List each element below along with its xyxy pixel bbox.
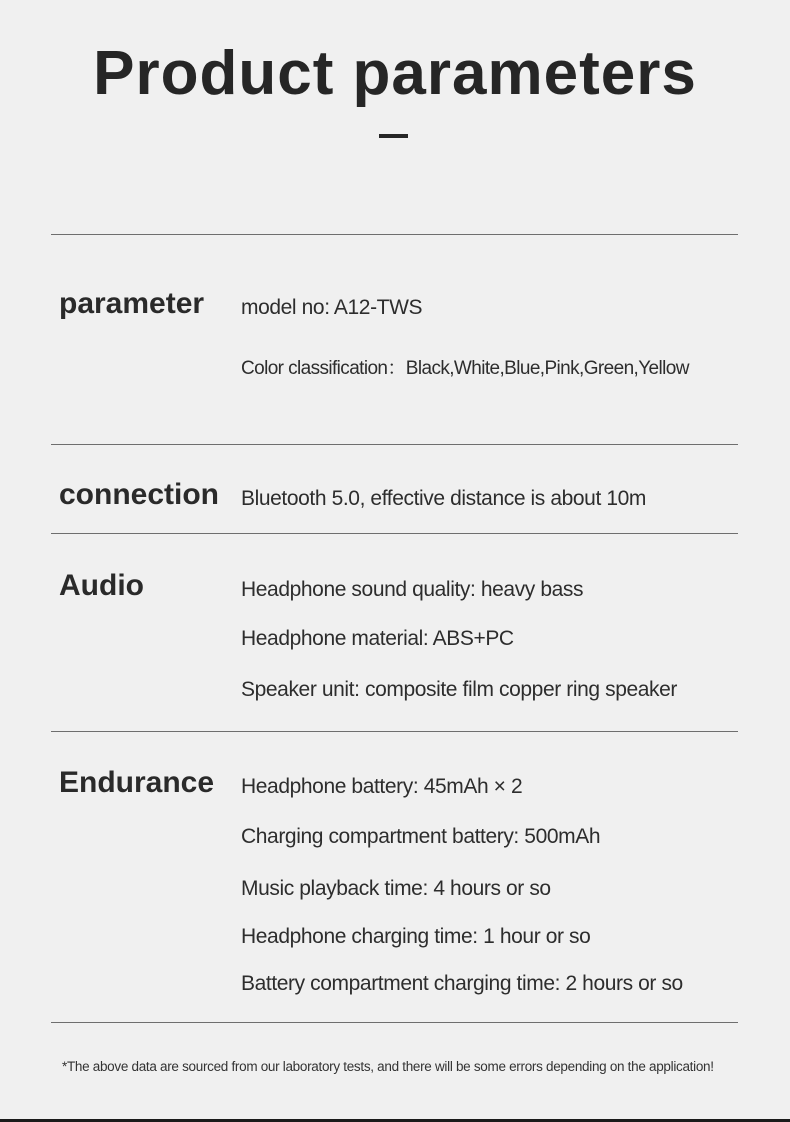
spec-sound-quality: Headphone sound quality: heavy bass [241, 578, 584, 601]
section-label-parameter: parameter [59, 287, 205, 320]
title-divider [379, 134, 408, 138]
spec-speaker-unit: Speaker unit: composite film copper ring speaker [241, 678, 678, 701]
section-divider [51, 533, 738, 534]
spec-material: Headphone material: ABS+PC [241, 627, 514, 650]
spec-model-no: model no: A12-TWS [241, 296, 423, 319]
section-label-audio: Audio [59, 569, 144, 602]
spec-case-charging-time: Battery compartment charging time: 2 hours or so [241, 972, 683, 995]
section-divider [51, 731, 738, 732]
section-label-endurance: Endurance [59, 766, 215, 799]
section-divider [51, 234, 738, 235]
disclaimer-footnote: *The above data are sourced from our laboratory tests, and there will be some errors depending on the application! [62, 1059, 714, 1074]
section-label-connection: connection [59, 478, 220, 511]
spec-headphone-charging-time: Headphone charging time: 1 hour or so [241, 925, 591, 948]
spec-playback-time: Music playback time: 4 hours or so [241, 877, 551, 900]
spec-headphone-battery: Headphone battery: 45mAh × 2 [241, 775, 523, 798]
spec-color-classification: Color classification：Black,White,Blue,Pink,Green,Yellow [241, 358, 689, 379]
spec-bluetooth: Bluetooth 5.0, effective distance is about 10m [241, 487, 646, 510]
section-divider [51, 1022, 738, 1023]
spec-case-battery: Charging compartment battery: 500mAh [241, 825, 601, 848]
section-divider [51, 444, 738, 445]
page-title: Product parameters [93, 39, 697, 108]
